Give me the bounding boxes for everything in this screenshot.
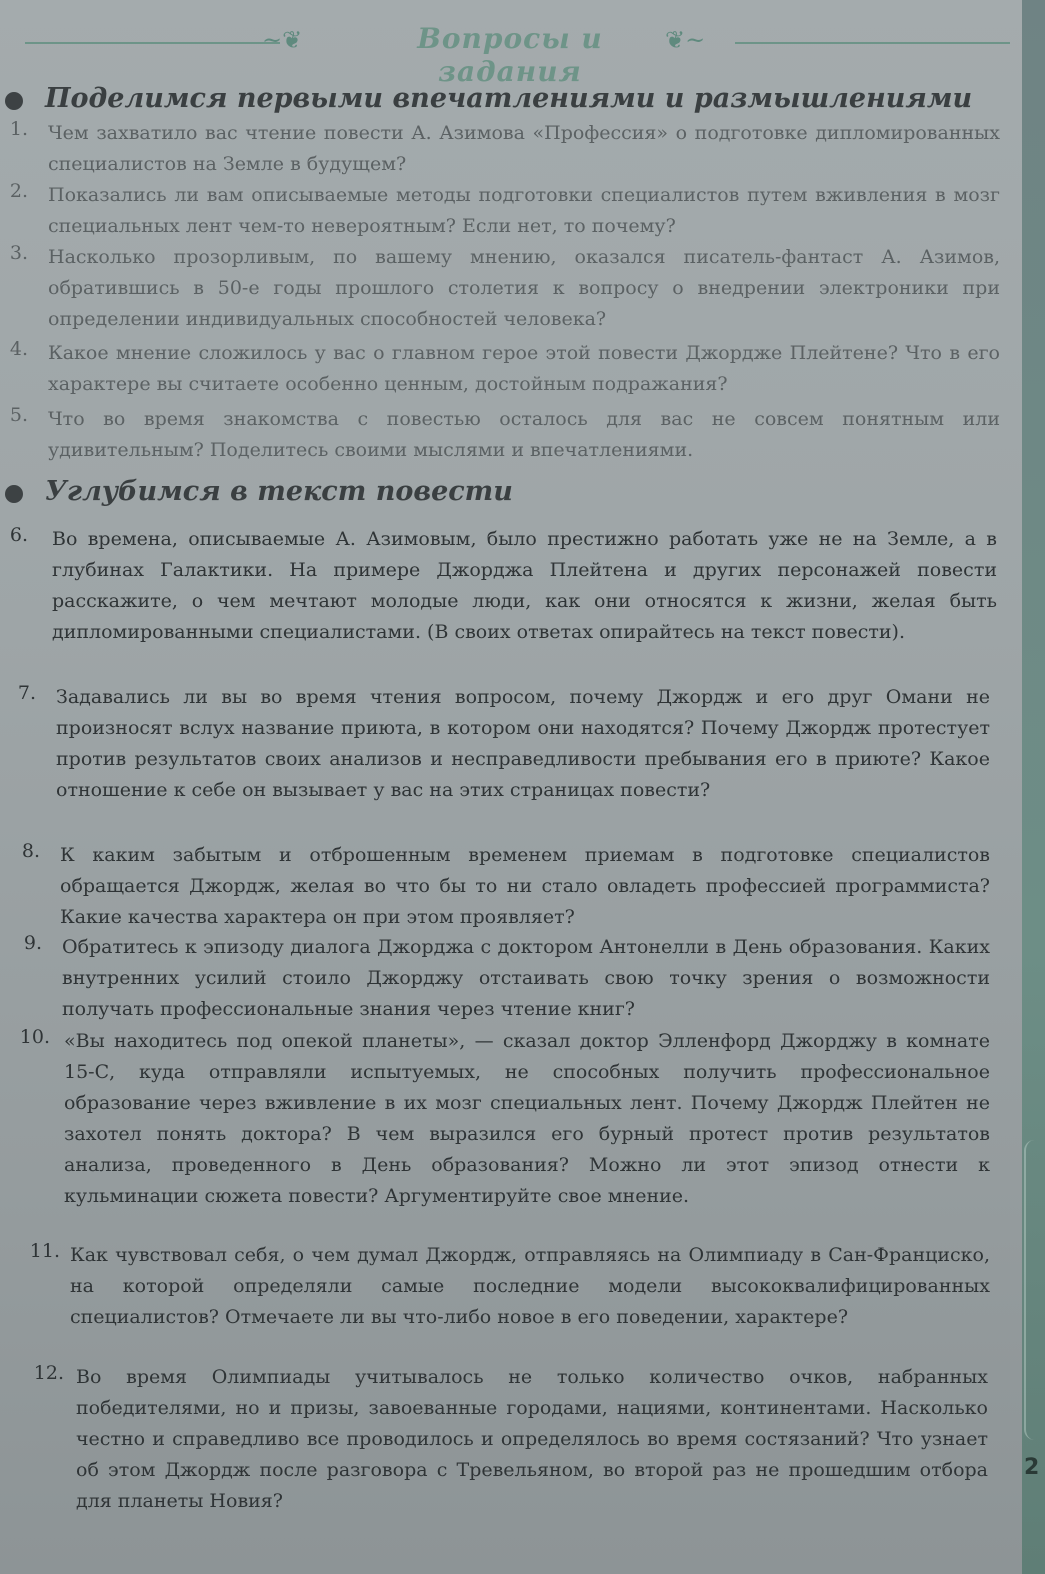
question-number: 6.: [9, 524, 28, 546]
question-number: 11.: [29, 1240, 60, 1262]
question-number: 9.: [23, 932, 42, 954]
page-number: 2: [1024, 1455, 1040, 1480]
question-text: Показались ли вам описываемые методы подготовки специалистов путем вживления в мозг специальных лент чем-то невероятным? Если нет, то почему?: [48, 184, 1000, 237]
question-text: Чем захватило вас чтение повести А. Азимова «Профессия» о подготовке дипломированных специалистов на Земле в будущем?: [48, 122, 1000, 175]
question-number: 1.: [9, 118, 28, 140]
header-rule-right: [735, 42, 1010, 44]
page-header: [0, 20, 1022, 88]
ornament-left-icon: ~❦: [262, 26, 303, 54]
question-number: 7.: [17, 682, 36, 704]
question-text: Задавались ли вы во время чтения вопросом, почему Джордж и его друг Омани не произносят вслух название приюта, в котором они находятся? Почему Джордж протестует против результатов своих анализов и несправедливости пребывания его в приюте? Какое отношение к себе он вызывает у вас на этих страницах повести?: [56, 686, 990, 801]
question-number: 3.: [9, 242, 28, 264]
section-bullet-icon: [5, 485, 23, 503]
question-text: Во время Олимпиады учитывалось не только количество очков, набранных победителями, но и призы, завоеванные городами, нациями, континентами. Насколько честно и справедливо все проводилось и определялось во время состязаний? Что узнает об этом Джордж после разговора с Тревельяном, во второй раз не прошедшим отбора для планеты Новия?: [76, 1366, 988, 1512]
section-title: Поделимся первыми впечатлениями и размышлениями: [45, 83, 973, 114]
question-number: 12.: [33, 1362, 64, 1384]
question-number: 10.: [19, 1026, 50, 1048]
question-number: 4.: [9, 338, 28, 360]
ornament-right-icon: ❦~: [665, 26, 706, 54]
question-text: Как чувствовал себя, о чем думал Джордж, отправляясь на Олимпиаду в Сан-Франциско, на которой определяли самые последние модели высококвалифицированных специалистов? Отмечаете ли вы что-либо новое в его поведении, характере?: [70, 1244, 990, 1328]
question-text: Какое мнение сложилось у вас о главном герое этой повести Джордже Плейтене? Что в его характере вы считаете особенно ценным, достойным подражания?: [48, 342, 1000, 395]
question-text: Обратитесь к эпизоду диалога Джорджа с доктором Антонелли в День образования. Каких внутренних усилий стоило Джорджу отстаивать свою точку зрения о возможности получать профессиональные знания через чтение книг?: [62, 936, 990, 1020]
question-text: Насколько прозорливым, по вашему мнению, оказался писатель-фантаст А. Азимов, обратившись в 50-е годы прошлого столетия к вопросу о внедрении электроники при определении индивидуальных способностей человека?: [48, 246, 1000, 330]
question-text: Что во время знакомства с повестью осталось для вас не совсем понятным или удивительным? Поделитесь своими мыслями и впечатлениями.: [48, 408, 1000, 461]
section-bullet-icon: [5, 92, 23, 110]
question-number: 8.: [21, 840, 40, 862]
page-title: Вопросы и задания: [417, 22, 603, 88]
page-edge-decoration: [1022, 0, 1045, 1574]
section-title: Углубимся в текст повести: [45, 476, 513, 507]
floral-ornament-icon: [1024, 1140, 1045, 1440]
question-number: 5.: [9, 404, 28, 426]
question-number: 2.: [9, 180, 28, 202]
question-text: «Вы находитесь под опекой планеты», — сказал доктор Элленфорд Джорджу в комнате 15-С, куда отправляли испытуемых, не способных получить профессиональное образование через вживление в их мозг специальных лент. Почему Джордж Плейтен не захотел понять доктора? В чем выразился его бурный протест против результатов анализа, проведенного в День образования? Можно ли этот эпизод отнести к кульминации сюжета повести? Аргументируйте свое мнение.: [64, 1030, 990, 1207]
question-text: Во времена, описываемые А. Азимовым, было престижно работать уже не на Земле, а в глубинах Галактики. На примере Джорджа Плейтена и других персонажей повести расскажите, о чем мечтают молодые люди, как они относятся к жизни, желая быть дипломированными специалистами. (В своих ответах опирайтесь на текст повести).: [52, 528, 997, 643]
header-rule-left: [25, 42, 280, 44]
question-text: К каким забытым и отброшенным временем приемам в подготовке специалистов обращается Джордж, желая во что бы то ни стало овладеть профессией программиста? Какие качества характера он при этом проявляет?: [60, 844, 990, 928]
